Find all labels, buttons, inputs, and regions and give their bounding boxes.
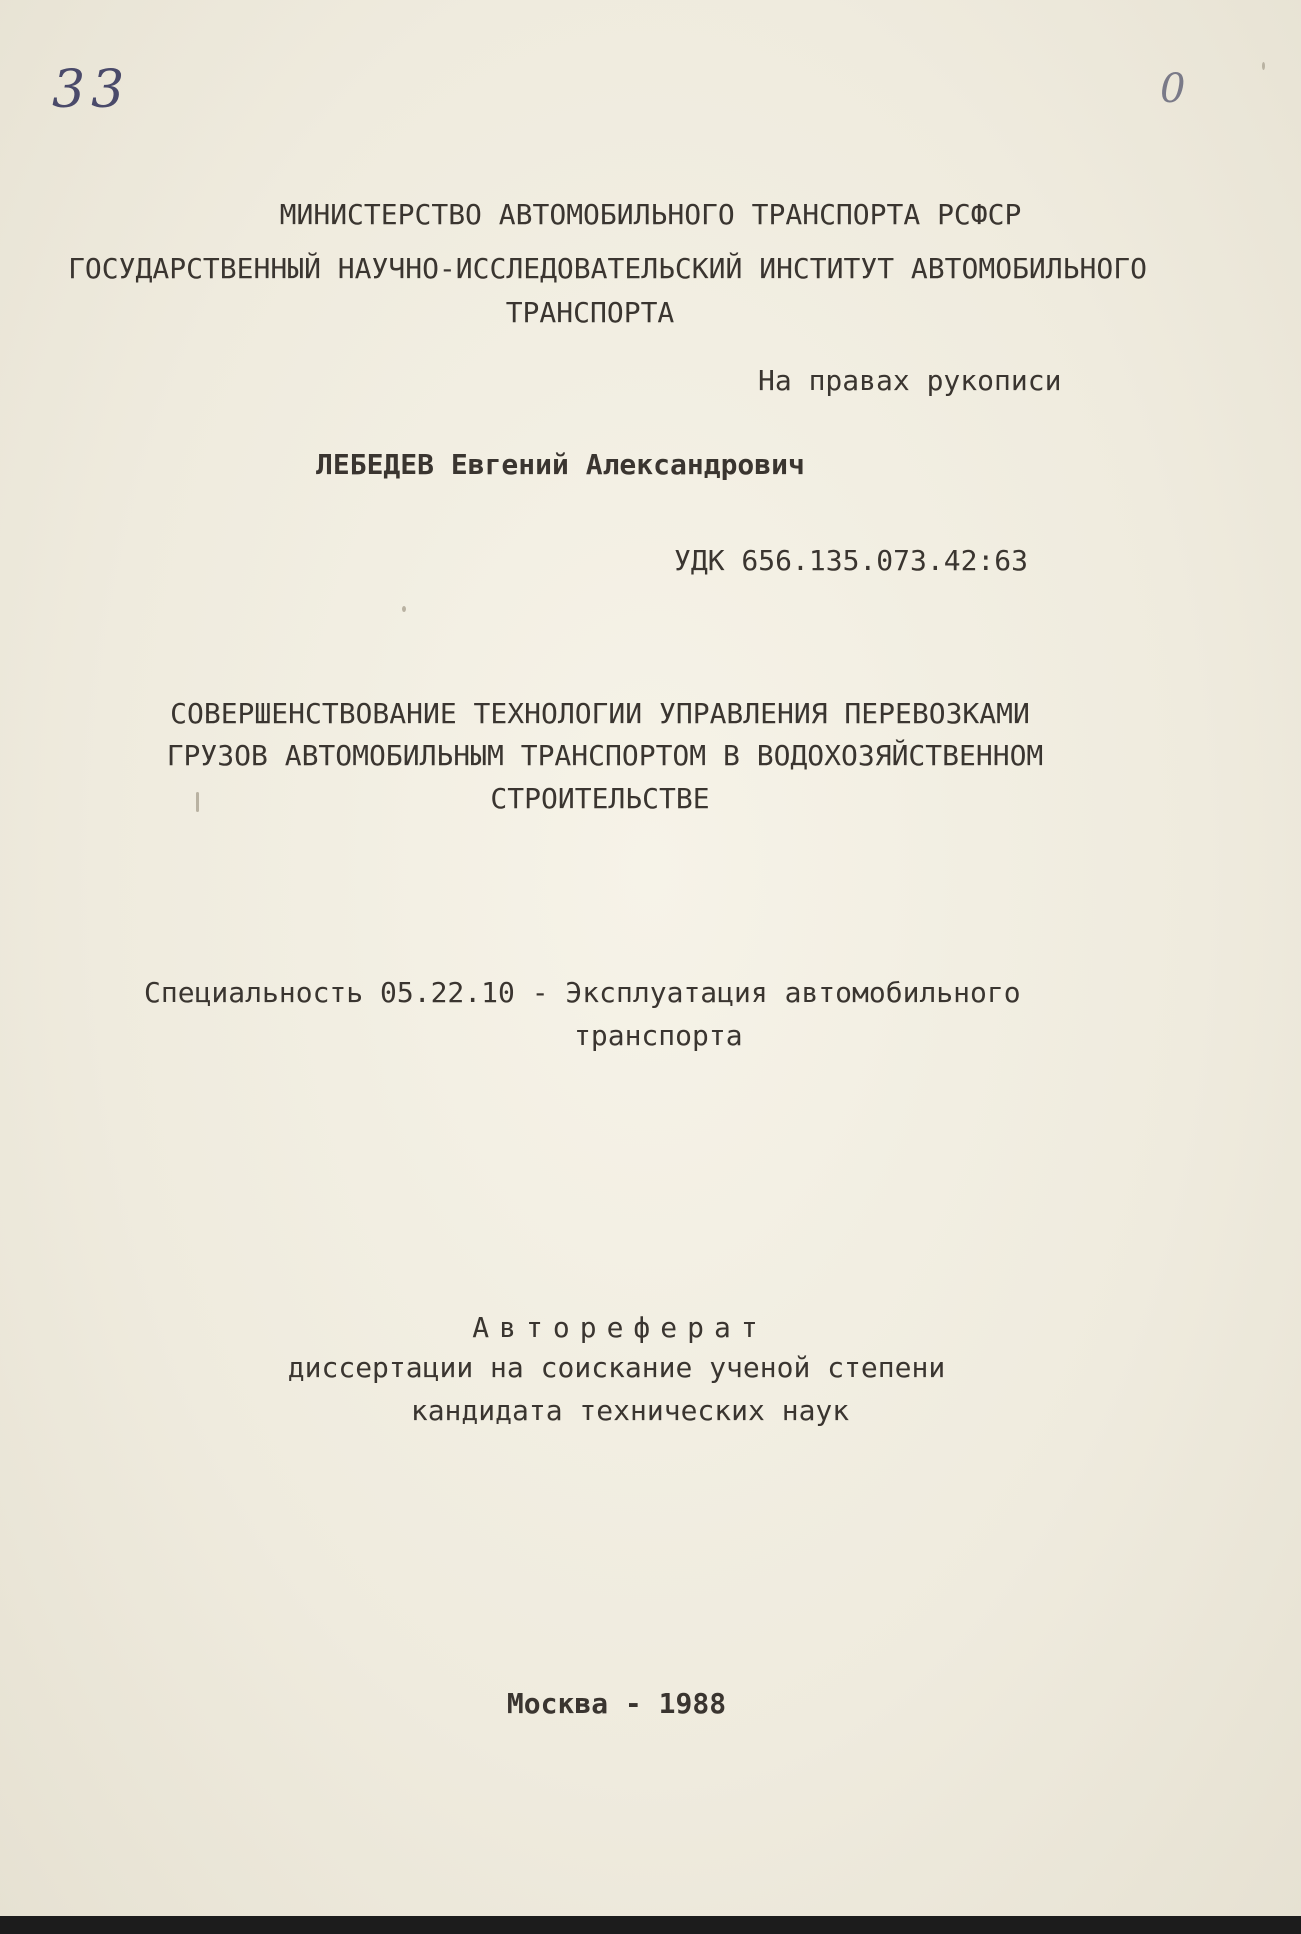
paper-speck xyxy=(402,606,406,612)
manuscript-note: На правах рукописи xyxy=(758,364,1062,397)
handwritten-circle-mark: 0 xyxy=(1160,66,1186,112)
specialty-line-1: Специальность 05.22.10 - Эксплуатация автомобильного xyxy=(144,976,1021,1009)
paper-speck xyxy=(1262,62,1265,70)
paper-speck xyxy=(196,792,199,812)
handwritten-page-number: 33 xyxy=(52,60,131,120)
title-line-1: СОВЕРШЕНСТВОВАНИЕ ТЕХНОЛОГИИ УПРАВЛЕНИЯ ПЕРЕВОЗКАМИ xyxy=(170,697,1030,730)
institute-heading-line-2: ТРАНСПОРТА xyxy=(505,296,675,329)
abstract-line-2: кандидата технических наук xyxy=(410,1394,850,1427)
bottom-edge-bar xyxy=(0,1916,1301,1934)
ministry-heading: МИНИСТЕРСТВО АВТОМОБИЛЬНОГО ТРАНСПОРТА РСФСР xyxy=(279,198,1022,231)
udc-code: УДК 656.135.073.42:63 xyxy=(674,544,1029,577)
place-and-year: Москва - 1988 xyxy=(506,1687,727,1720)
specialty-line-2: транспорта xyxy=(574,1019,743,1052)
abstract-line-1: диссертации на соискание ученой степени xyxy=(287,1351,946,1384)
institute-heading-line-1: ГОСУДАРСТВЕННЫЙ НАУЧНО-ИССЛЕДОВАТЕЛЬСКИЙ ИНСТИТУТ АВТОМОБИЛЬНОГО xyxy=(68,252,1147,285)
title-line-2: ГРУЗОВ АВТОМОБИЛЬНЫМ ТРАНСПОРТОМ В ВОДОХОЗЯЙСТВЕННОМ xyxy=(166,739,1044,772)
title-line-3: СТРОИТЕЛЬСТВЕ xyxy=(490,782,710,815)
abstract-heading: Автореферат xyxy=(472,1311,768,1344)
author-name: ЛЕБЕДЕВ Евгений Александрович xyxy=(316,448,805,481)
